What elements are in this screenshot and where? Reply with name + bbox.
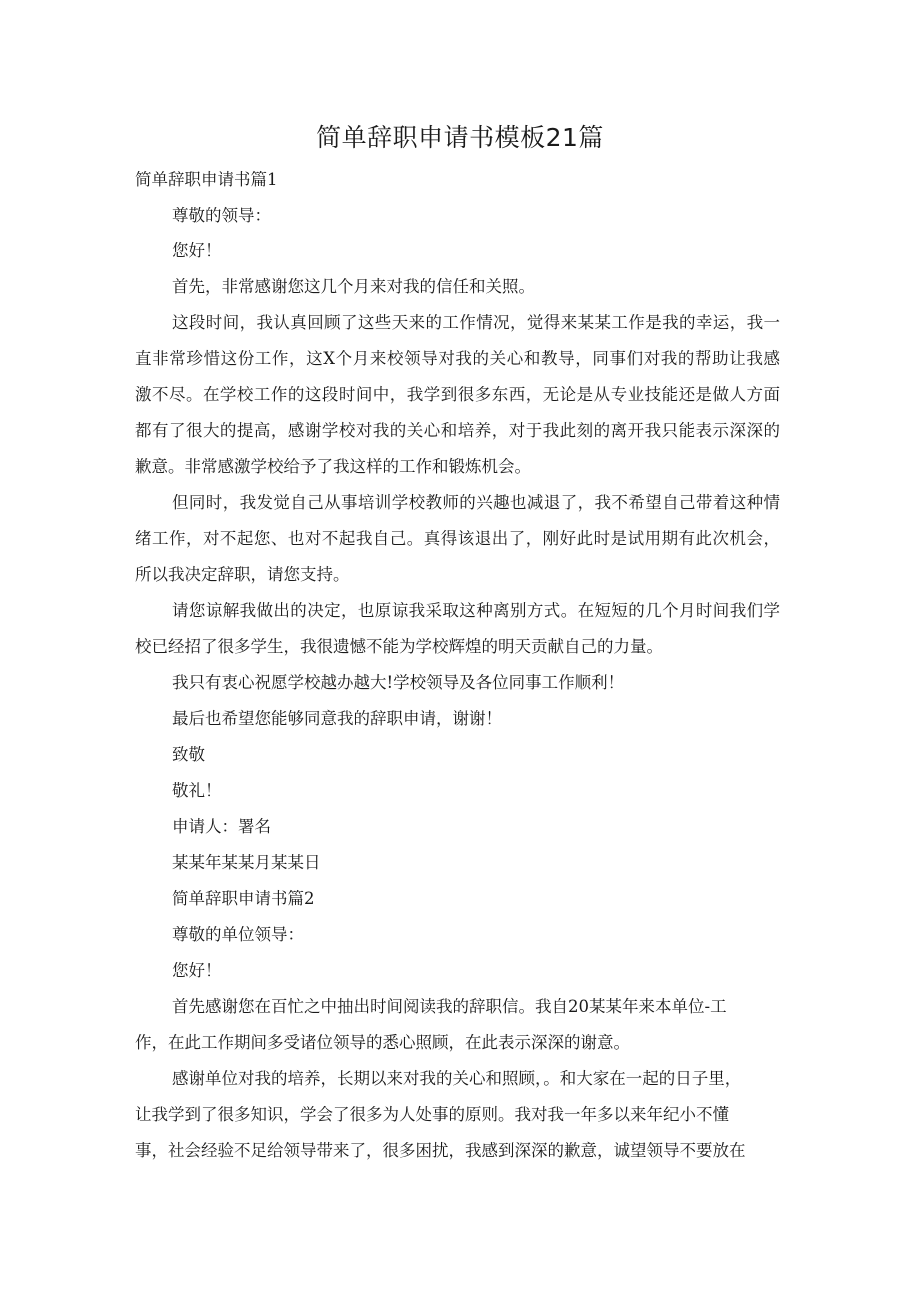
signature-line: 申请人：署名 <box>172 817 271 836</box>
paragraph-line: 事，社会经验不足给领导带来了，很多困扰，我感到深深的歉意，诚望领导不要放在 <box>135 1141 746 1160</box>
paragraph-line: 歉意。非常感激学校给予了我这样的工作和锻炼机会。 <box>135 457 531 476</box>
paragraph-line: 作，在此工作期间多受诸位领导的悉心照顾，在此表示深深的谢意。 <box>135 1033 630 1052</box>
salutation: 尊敬的单位领导： <box>172 925 304 944</box>
paragraph-line: 让我学到了很多知识，学会了很多为人处事的原则。我对我一年多以来年纪小不懂 <box>135 1105 729 1124</box>
date-line: 某某年某某月某某日 <box>172 853 321 872</box>
paragraph-line: 校已经招了很多学生，我很遗憾不能为学校辉煌的明天贡献自己的力量。 <box>135 637 663 656</box>
paragraph-line: 首先感谢您在百忙之中抽出时间阅读我的辞职信。我自20某某年来本单位-工 <box>172 997 727 1016</box>
paragraph-line: 感谢单位对我的培养，长期以来对我的关心和照顾，。和大家在一起的日子里， <box>172 1069 742 1088</box>
paragraph-line: 最后也希望您能够同意我的辞职申请，谢谢！ <box>172 709 502 728</box>
document-title: 简单辞职申请书模板21篇 <box>316 123 604 152</box>
paragraph-line: 绪工作，对不起您、也对不起我自己。真得该退出了，刚好此时是试用期有此次机会， <box>135 529 780 548</box>
paragraph-line: 都有了很大的提高，感谢学校对我的关心和培养，对于我此刻的离开我只能表示深深的 <box>135 421 780 440</box>
paragraph-line: 所以我决定辞职，请您支持。 <box>135 565 350 584</box>
paragraph-line: 激不尽。在学校工作的这段时间中，我学到很多东西，无论是从专业技能还是做人方面 <box>135 385 780 404</box>
section-heading-1: 简单辞职申请书篇1 <box>135 170 278 189</box>
paragraph-line: 请您谅解我做出的决定，也原谅我采取这种离别方式。在短短的几个月时间我们学 <box>172 601 780 620</box>
paragraph-line: 但同时，我发觉自己从事培训学校教师的兴趣也减退了，我不希望自己带着这种情 <box>172 493 780 512</box>
salutation: 尊敬的领导： <box>172 206 271 225</box>
greeting: 您好！ <box>172 961 222 980</box>
paragraph-line: 这段时间，我认真回顾了这些天来的工作情况，觉得来某某工作是我的幸运，我一 <box>172 313 780 332</box>
paragraph-line: 我只有衷心祝愿学校越办越大!学校领导及各位同事工作顺利！ <box>172 673 625 692</box>
paragraph-line: 首先，非常感谢您这几个月来对我的信任和关照。 <box>172 277 535 296</box>
closing-line: 致敬 <box>172 745 205 764</box>
closing-line: 敬礼！ <box>172 781 222 800</box>
section-heading-2: 简单辞职申请书篇2 <box>172 889 315 908</box>
greeting: 您好！ <box>172 241 222 260</box>
paragraph-line: 直非常珍惜这份工作，这X个月来校领导对我的关心和教导，同事们对我的帮助让我感 <box>135 349 780 368</box>
